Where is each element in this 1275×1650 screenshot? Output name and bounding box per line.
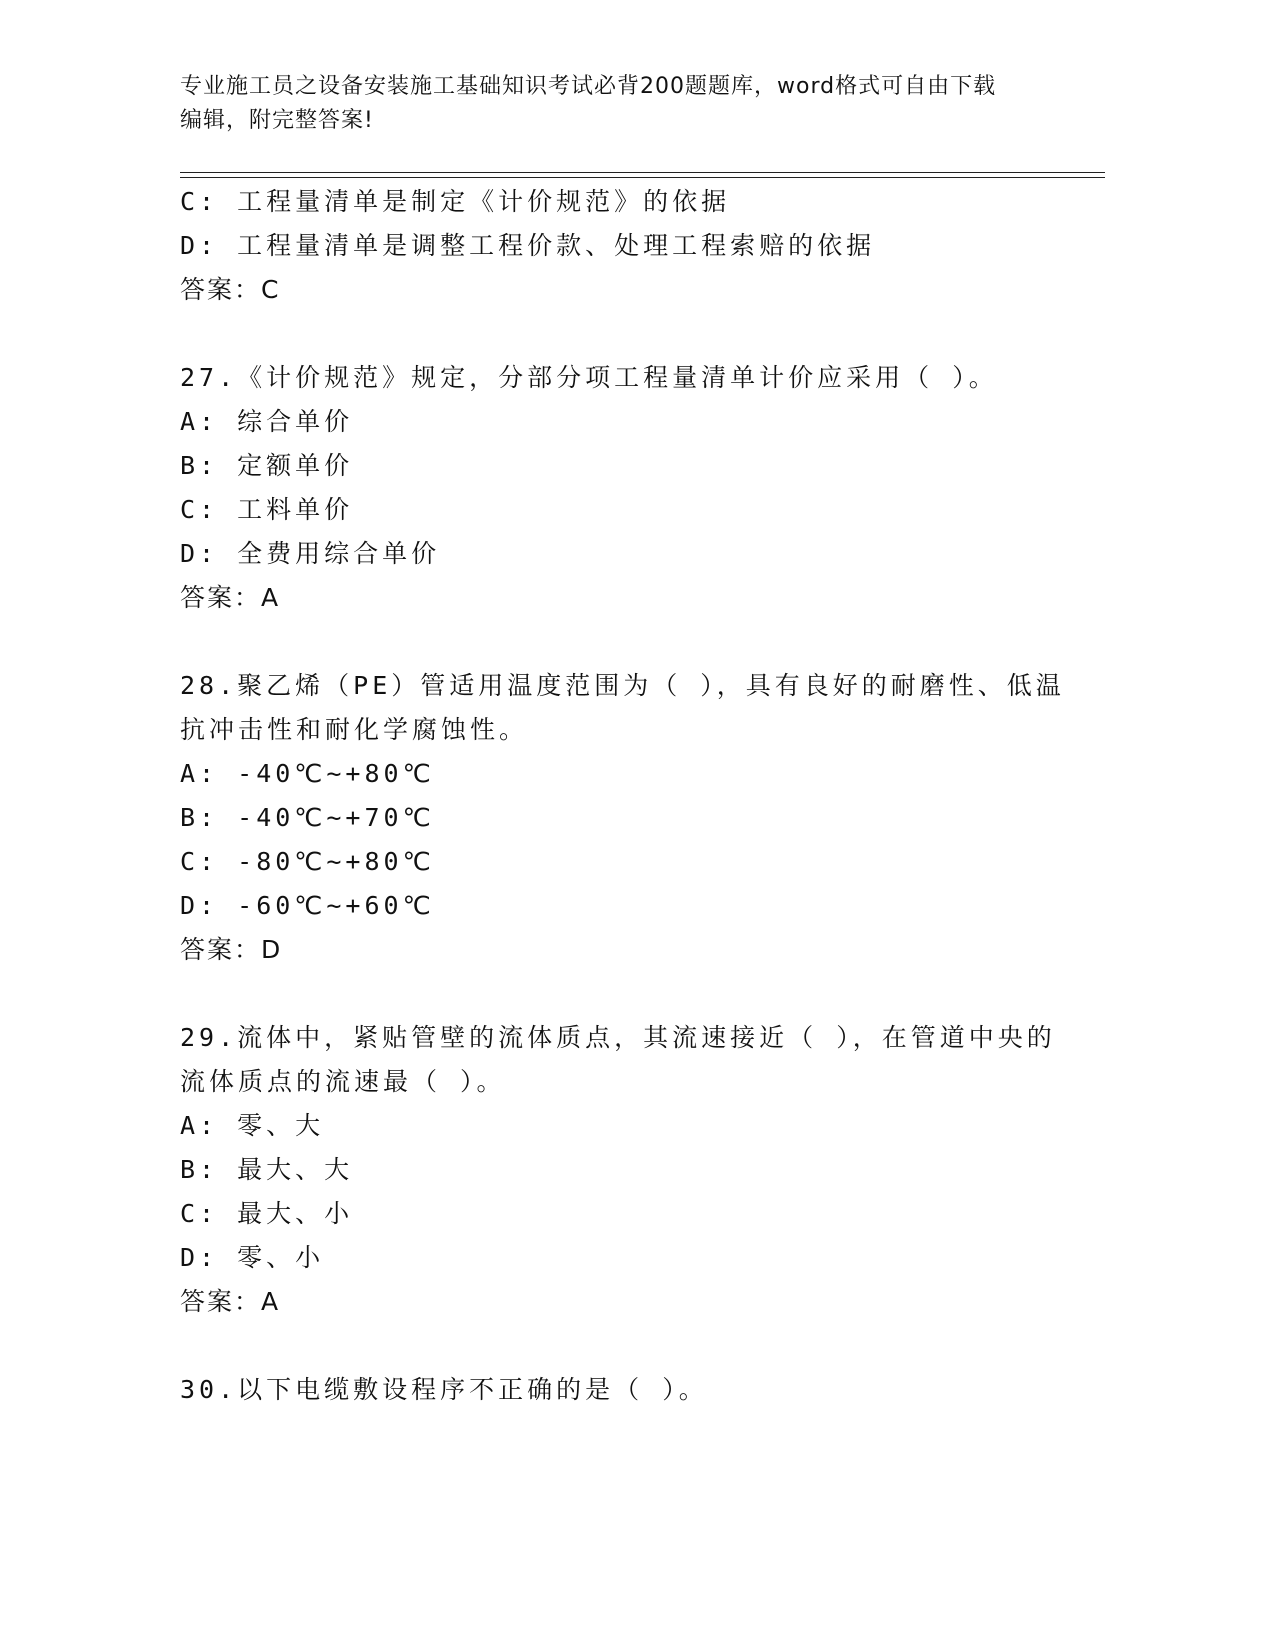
option-a: A: 综合单价	[180, 407, 354, 436]
answer-line: 答案：D	[180, 935, 283, 964]
option-d: D: -60℃~+60℃	[180, 891, 435, 920]
question-stem: 30.以下电缆敷设程序不正确的是（ ）。	[180, 1375, 708, 1404]
option-a: A: 零、大	[180, 1111, 325, 1140]
option-c: C: 最大、小	[180, 1199, 354, 1228]
previous-question-tail	[180, 180, 1180, 312]
spacer	[180, 972, 1180, 1016]
answer-line: 答案：C	[180, 275, 281, 304]
header-divider-top	[180, 172, 1105, 173]
document-header	[180, 70, 1080, 138]
question-stem-line-2: 流体质点的流速最（ ）。	[180, 1067, 506, 1096]
spacer	[180, 312, 1180, 356]
spacer	[180, 620, 1180, 664]
question-30	[180, 1368, 1180, 1412]
option-c: C: 工程量清单是制定《计价规范》的依据	[180, 187, 731, 216]
question-29	[180, 1016, 1180, 1324]
answer-line: 答案：A	[180, 583, 281, 612]
question-27	[180, 356, 1180, 620]
option-b: B: 定额单价	[180, 451, 354, 480]
option-d: D: 全费用综合单价	[180, 539, 441, 568]
header-title-line-1: 专业施工员之设备安装施工基础知识考试必背200题题库，word格式可自由下载	[180, 74, 997, 99]
question-stem-line-1: 29.流体中，紧贴管壁的流体质点，其流速接近（ ），在管道中央的	[180, 1023, 1056, 1052]
question-stem-line-1: 28.聚乙烯（PE）管适用温度范围为（ ），具有良好的耐磨性、低温	[180, 671, 1065, 700]
header-title-line-2: 编辑，附完整答案!	[180, 108, 374, 133]
option-b: B: -40℃~+70℃	[180, 803, 435, 832]
option-d: D: 工程量清单是调整工程价款、处理工程索赔的依据	[180, 231, 876, 260]
option-a: A: -40℃~+80℃	[180, 759, 435, 788]
question-stem-line-2: 抗冲击性和耐化学腐蚀性。	[180, 715, 529, 744]
answer-line: 答案：A	[180, 1287, 281, 1316]
option-c: C: 工料单价	[180, 495, 354, 524]
option-c: C: -80℃~+80℃	[180, 847, 435, 876]
header-divider-bottom	[180, 177, 1105, 178]
question-28	[180, 664, 1180, 972]
spacer	[180, 1324, 1180, 1368]
question-stem: 27.《计价规范》规定，分部分项工程量清单计价应采用（ ）。	[180, 363, 998, 392]
option-d: D: 零、小	[180, 1243, 325, 1272]
option-b: B: 最大、大	[180, 1155, 354, 1184]
question-list	[180, 180, 1180, 1412]
